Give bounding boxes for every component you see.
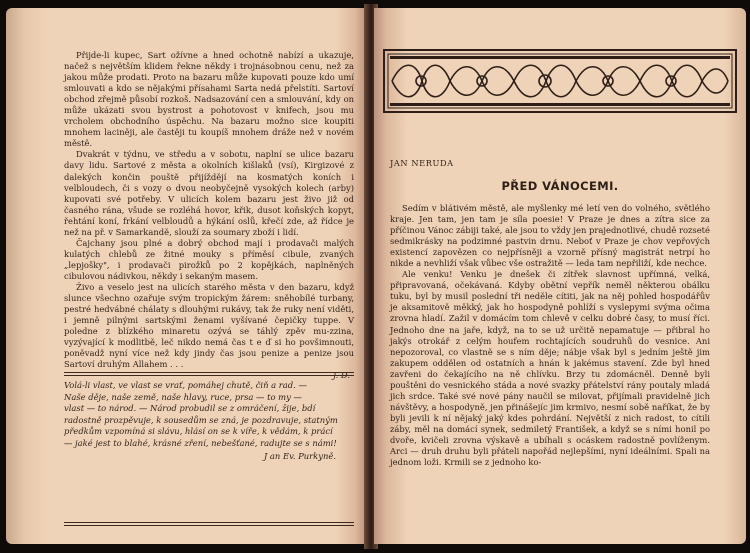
purkyne-quote [64,380,354,463]
quote-line: vlast — to národ. — Národ probudil se z omráčení, žije, bdí [64,403,316,413]
right-page-body [390,203,710,468]
ornament-band [382,48,738,114]
quote-line: — jaké jest to blahé, krásné zření, nebešťané, radujte se s námi! [64,437,337,448]
divider-top [64,372,354,376]
divider-bottom [64,522,354,526]
signature: J. D. [332,370,350,381]
story-title: PŘED VÁNOCEMI. [501,179,619,193]
paragraph: Přijde-li kupec, Sart ožívne a hned ochotně nabízí a ukazuje, načež s největším klidem řekne někdy i trojnásobnou cenu, než za jakou může prodati. Proto na bazaru může kupovati pouze kdo umí smlouvati a kdo se nějakými přísahami Sarta nedá přelstíti. Sartoví obchod zřejmě působí rozkoš. Nadsazování cen a smlouvání, kdy on může ukázati svou bystrost a pohotovost v knifech, jsou mu vrcholem obchodního úspěchu. Na bazaru možno sice koupiti mnohem laciněji, ale častěji tu koupíš mnohem dráže než v novém městě. [64,50,354,149]
quote-author: J an Ev. Purkyně. [263,451,336,461]
paragraph: Dvakrát v týdnu, ve středu a v sobotu, naplní se ulice bazaru davy lidu. Sartové z města a okolních kišlaků (vsí), Kirgizové z dalekých končin pouště přijíždějí na kosmatých koních i velbloudech, či s vozy o dvou neobyčejně vysokých kolech (arby) kupovati své potřeby. V ulicích kolem bazaru jest živo již od časného rána, všude se rozléhá hovor, křik, dusot koňských kopyt, řehtání koní, frkání velbloudů a hýkání oslů, křečí zde, až řídce je než na př. v Samarkandě, slouží za soumary zboží i lidí. [64,149,354,237]
paragraph: Ale venku! Venku je dnešek či zítřek slavnost upřímná, velká, připravovaná, očekávaná. Kdyby obětní vepřík neměl některou obálku tuku, byl by musil poslední tři neděle cítiti, jak na něj pohled hospodářův je aksamitově měkký, jak ho hospodyně pohlíží s vyslepymi svýma očima zrovna hladí. Zažil v domácím tom chlevě v celku dobré časy, to musí říci. Jednoho dne na jaře, když, na to se už určitě nepamatuje — přibral ho jakýs otrokář z celým houfem rochtajících soudruhů do vesnice. Ani nepozoroval, co vlastně se s ním děje; nábje však byl s jedním ještě jim zakupem oddělen od ostatních a hnán k jakémus stavení. Zde byl hned zavřeni do čekajícího na ně chlívku. Brzy tu zdomácněl. Denně byli pouštěni do vesnického stáda a nové svazky přátelství rány poutaly mladá jich srdce. Také své nové pány naučil se milovat, přijímali pravidelně jich návštěvy, a hospodyně, jen přinášejíc jim krmivo, nesmí sobě naříkat, že by byli jevili k ní nějaký jaký kdes pohrdání. Největší z nich radost, to cítili záby, měl na domácí synek, sedmiletý František, a když se s ními honil po dvoře, kvičeli zrovna výskavě a ubíhali s ocáskem radostně povlíženym. Arci — druh druhu byli přáteli napořád nejlepšími, nyní ideálními. Spali na jednom loži. Krmili se z jednoho ko- [390,269,710,468]
paragraph: Čajchany jsou plné a dobrý obchod mají i prodavači malých kulatých chlebů ze žitné mouky s příměsí cibule, zvaných „lepjošky", i prodavači pirožků po 2 kopějkách, naplněných cibulovou nádivkou, někdy i sekaným masem. [64,237,354,281]
left-page [6,8,366,544]
quote-line: radostně prozpěvuje, k sousedům se zná, je pozdravuje, statným [64,414,338,425]
quote-line: Volá-li vlast, ve vlast se vrať, pomáhej chutě, čiň a rad. — [64,380,307,390]
quote-line: předkům vzpomíná si slávu, hlásí on se k víře, k vědám, k prácí [64,426,333,436]
open-book [6,4,746,549]
story-author: JAN NERUDA [390,158,454,168]
left-page-body [64,50,354,381]
paragraph: Sedím v blátivém městě, ale myšlenky mé letí ven do volného, světlého kraje. Jen tam, jen tam je síla poesie! V Praze je dnes a zítra sice za příčinou Vánoc zábiji také, ale jsou to vždy jen prajednotlivé, chudě rozseté sedmikrásky na podzimné pastvin drnu. Neboť v Praze je chov vepřových existencí zapovězen co nejpřísněji a vzorně přísný magistrát netrpí ho nikde a nevhliží však vůbec vše ostražitě — leda tam nepřiliží, kde nechce. [390,203,710,269]
right-page [374,8,746,544]
paragraph: Živo a veselo jest na ulicích starého města v den bazaru, když slunce všechno ozařuje svým tropickým žárem: sněhobílé turbany, pestré hedvábné chálaty s dlouhými rukávy, tak že ruky není viděti, i jemně pilnými sartskými ženami vyšívané čepičky tuppe. V poledne z blízkého minaretu ozývá se táhlý zpěv mu-zzina, vyzývající k modlitbě, leč nikdo nemá čas t e ď si ho povšimnouti, poněvadž nyní více než kdy jindy čas jsou penize a penize jsou Sartoví druhým Allahem . . . [64,281,354,370]
quote-line: Naše děje, naše země, naše hlavy, ruce, prsa — to my — [64,391,302,402]
